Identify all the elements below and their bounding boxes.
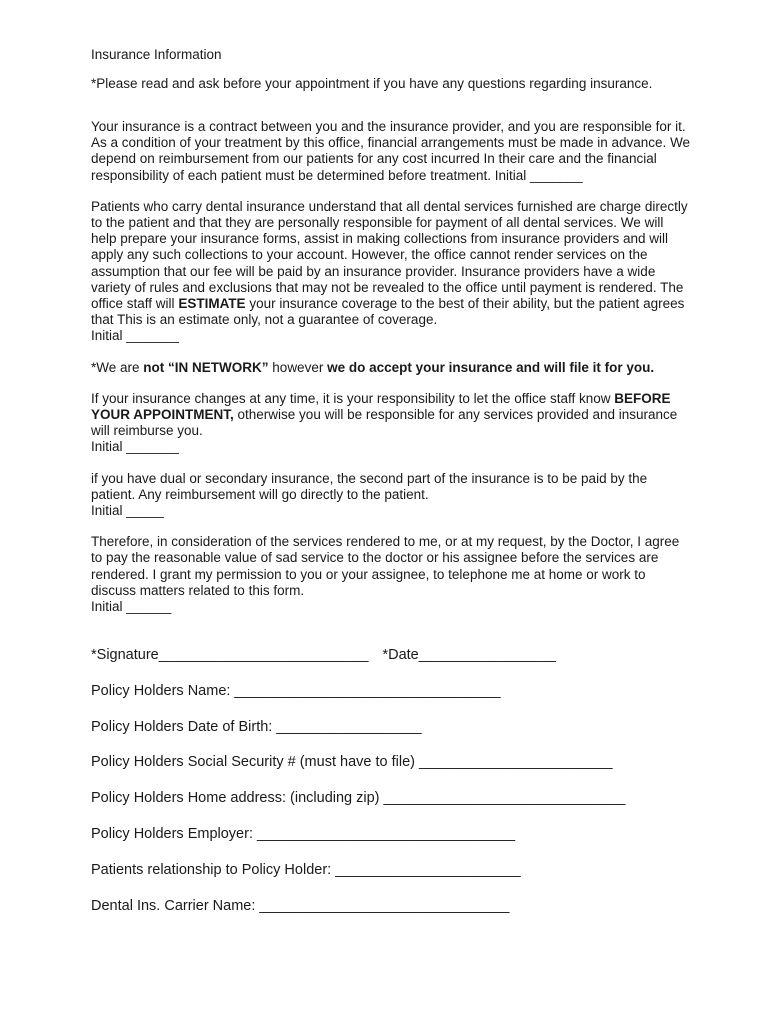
instruction-note: *Please read and ask before your appointment if you have any questions regarding insurance.: [91, 76, 653, 91]
dental-insurance-initial[interactable]: Initial _______: [91, 328, 179, 344]
signature-field[interactable]: *Signature__________________________: [91, 647, 369, 663]
contract-initial[interactable]: Initial _______: [494, 167, 583, 183]
policy-holder-dob-field[interactable]: Policy Holders Date of Birth: __________________: [91, 719, 422, 735]
dental-insurance-text-a: Patients who carry dental insurance understand that all dental services furnished are charge directly to the patient and that they are personally responsible for payment of all dental services. We will help prepare your insurance forms, assist in making collections from insurance providers and will apply any such collections to your account. However, the office cannot render services on the assumption that our fee will be paid by an insurance provider. Insurance providers have a wide variety of rules and exclusions that may not be revealed to the office until payment is rendered. The office staff will: [91, 198, 688, 312]
document-heading: Insurance Information: [91, 47, 222, 62]
contract-text: Your insurance is a contract between you and the insurance provider, and you are responsible for it. As a condition of your treatment by this office, financial arrangements must be made in advance. We depend on reimbursement from our patients for any cost incurred In their care and the financial responsibility of each patient must be determined before treatment.: [91, 119, 691, 183]
insurance-change-initial[interactable]: Initial _______: [91, 439, 179, 455]
consent-text: Therefore, in consideration of the services rendered to me, or at my request, by the Doctor, I agree to pay the reasonable value of sad service to the doctor or his assignee before the services are rendered. I grant my permission to you or your assignee, to telephone me at home or work to discuss matters related to this form.: [91, 534, 680, 598]
dual-insurance-text: if you have dual or secondary insurance, the second part of the insurance is to be paid by the patient. Any reimbursement will go directly to the patient.: [91, 470, 648, 502]
dental-insurance-text-b: your insurance coverage to the best of their ability, but the patient agrees that This is an estimate only, not a guarantee of coverage.: [91, 296, 685, 328]
estimate-bold: ESTIMATE: [178, 296, 246, 312]
policy-holder-ssn-field[interactable]: Policy Holders Social Security # (must have to file) ________________________: [91, 754, 613, 770]
before-appointment-bold: BEFORE YOUR APPOINTMENT,: [91, 390, 671, 423]
insurance-change-text-b: otherwise you will be responsible for any services provided and insurance will reimburse you.: [91, 407, 678, 439]
policy-holder-employer-field[interactable]: Policy Holders Employer: ________________________________: [91, 826, 516, 842]
consent-initial[interactable]: Initial ______: [91, 599, 172, 615]
date-field[interactable]: *Date_________________: [382, 647, 556, 663]
signature-date-row: [91, 646, 556, 664]
dual-insurance-initial[interactable]: Initial _____: [91, 503, 164, 519]
policy-holder-address-field[interactable]: Policy Holders Home address: (including zip) ______________________________: [91, 790, 626, 806]
policy-holder-name-field[interactable]: Policy Holders Name: _________________________________: [91, 683, 501, 699]
insurance-change-text-a: If your insurance changes at any time, it is your responsibility to let the office staff know: [91, 390, 611, 406]
network-bold-accept: we do accept your insurance and will file it for you.: [327, 359, 655, 375]
form-fields: [91, 0, 731, 1024]
network-text-c: however: [272, 359, 324, 375]
dental-carrier-field[interactable]: Dental Ins. Carrier Name: _______________________________: [91, 898, 510, 914]
patient-relationship-field[interactable]: Patients relationship to Policy Holder: _______________________: [91, 862, 521, 878]
network-bold-status: not “IN NETWORK”: [143, 359, 269, 375]
network-text-a: *We are: [91, 359, 140, 375]
